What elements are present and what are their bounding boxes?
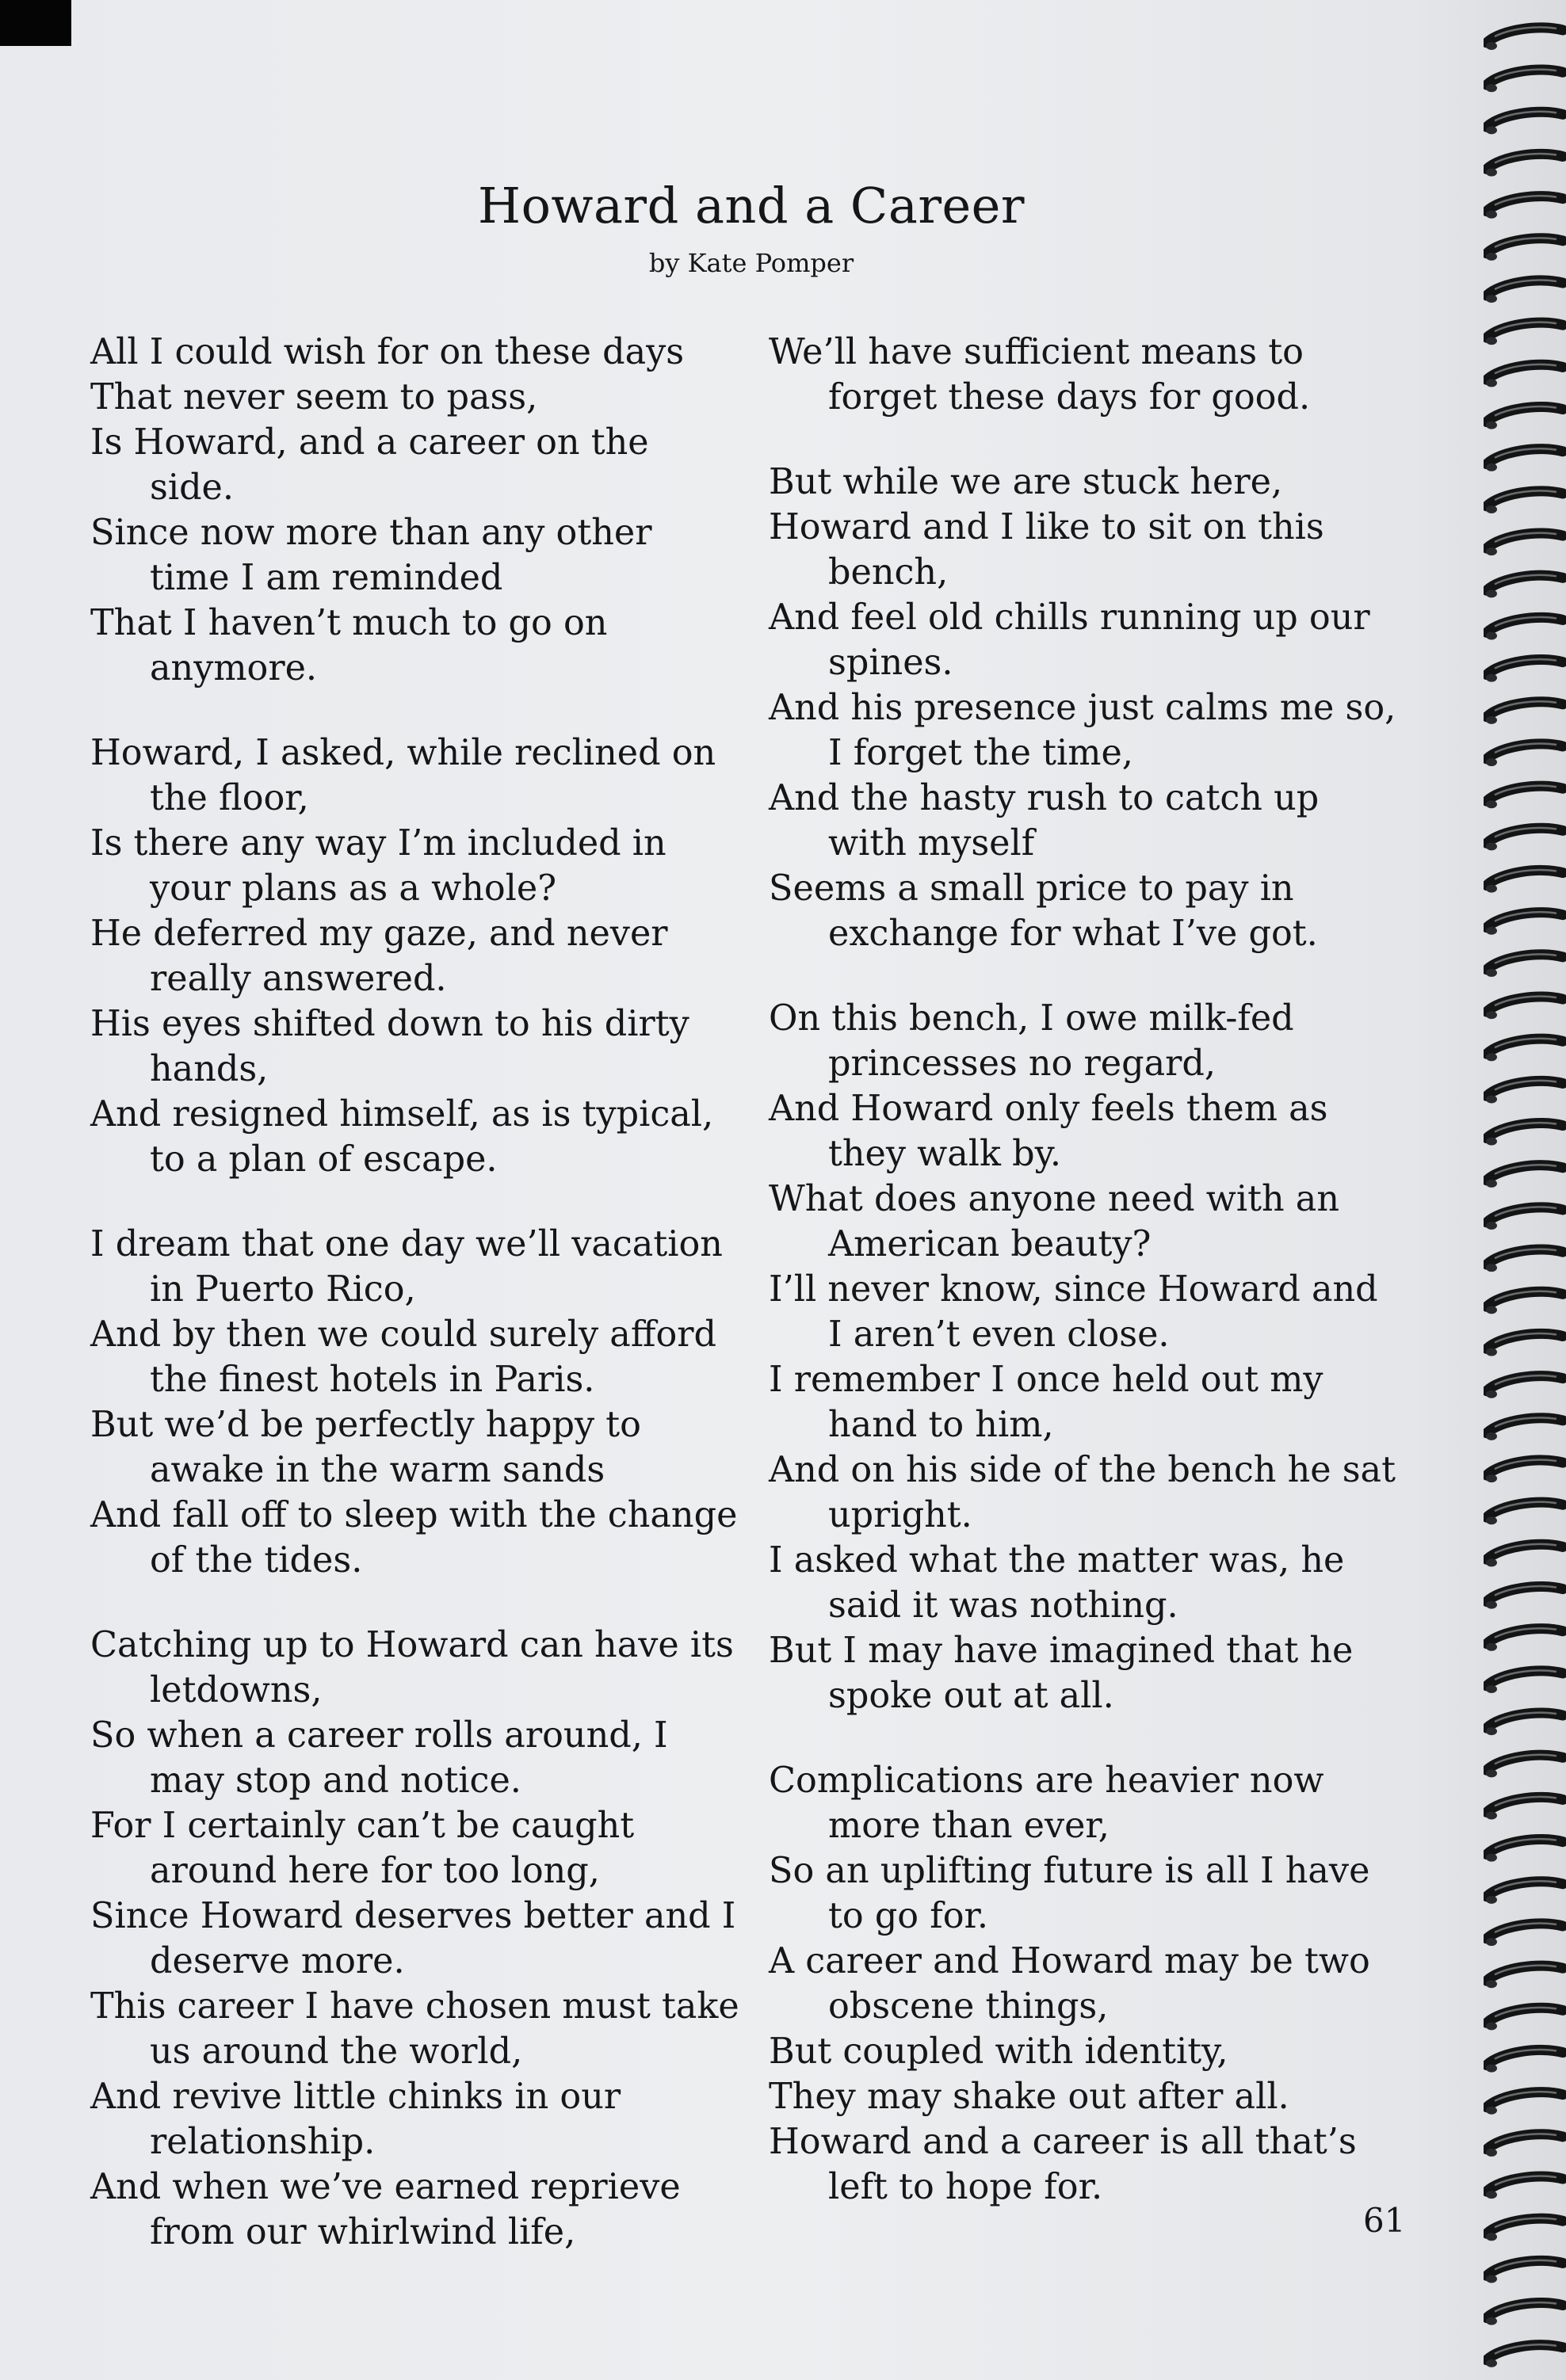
spiral-coil: [1486, 912, 1563, 935]
spiral-coil: [1486, 70, 1563, 93]
poem-right-column: [769, 330, 1407, 2210]
spiral-coil: [1486, 27, 1563, 50]
poem-line: And by then we could surely afford the finest hotels in Paris.: [90, 1314, 728, 1400]
spiral-coil: [1486, 786, 1563, 809]
poem-line: We’ll have sufficient means to forget these days for good.: [769, 332, 1316, 418]
poem-line: Is Howard, and a career on the side.: [90, 422, 660, 508]
spiral-coil: [1486, 1123, 1563, 1146]
poem-line: Complications are heavier now more than ever,: [769, 1760, 1335, 1846]
spiral-coil: [1486, 280, 1563, 303]
poem-line: That I haven’t much to go on anymore.: [90, 603, 619, 688]
spiral-coil: [1486, 490, 1563, 513]
stanza-break: [769, 420, 1403, 460]
spiral-coil: [1486, 2050, 1563, 2073]
spiral-coil: [1486, 2302, 1563, 2325]
poem-line: And feel old chills running up our spines.: [769, 597, 1381, 683]
poem-line: Since now more than any other time I am reminded: [90, 513, 663, 598]
poem-line: And on his side of the bench he sat upright.: [769, 1450, 1407, 1535]
spiral-coil: [1486, 2218, 1563, 2241]
poem-line: And the hasty rush to catch up with myself: [769, 778, 1331, 864]
spiral-coil: [1486, 2092, 1563, 2115]
spiral-coil: [1486, 1333, 1563, 1356]
poem-line: But while we are stuck here,: [769, 462, 1283, 502]
poem-line: What does anyone need with an American beauty?: [769, 1179, 1351, 1264]
poem-line: Seems a small price to pay in exchange for what I’ve got.: [769, 868, 1318, 954]
spiral-coil: [1486, 1670, 1563, 1693]
spiral-coil: [1486, 1881, 1563, 1904]
poem-line: His eyes shifted down to his dirty hands,: [90, 1004, 701, 1089]
poem-line: But we’d be perfectly happy to awake in the warm sands: [90, 1405, 653, 1490]
spiral-coil: [1486, 828, 1563, 851]
page-number: 61: [1363, 2201, 1406, 2240]
spiral-coil: [1486, 1628, 1563, 1651]
poem-byline: by Kate Pomper: [648, 248, 854, 278]
poem-line: And Howard only feels them as they walk by.: [769, 1089, 1339, 1174]
spiral-binding-icon: [1484, 21, 1566, 2380]
poem-line: I remember I once held out my hand to him,: [769, 1360, 1335, 1445]
spiral-coil: [1486, 701, 1563, 724]
stanza-break: [90, 691, 740, 730]
poem-line: But coupled with identity,: [769, 2031, 1228, 2072]
spiral-coil: [1486, 1207, 1563, 1230]
poem-line: And his presence just calms me so, I forget the time,: [769, 688, 1407, 773]
poem-line: On this bench, I owe milk-fed princesses no regard,: [769, 998, 1305, 1084]
spiral-coil: [1486, 870, 1563, 893]
poem-line: Is there any way I’m included in your plans as a whole?: [90, 823, 678, 909]
spiral-coil: [1486, 575, 1563, 598]
spiral-coil: [1486, 406, 1563, 429]
poem-line: That never seem to pass,: [90, 377, 538, 418]
spiral-coil: [1486, 2176, 1563, 2199]
poem-line: Howard, I asked, while reclined on the floor,: [90, 733, 728, 818]
poem-line: And fall off to sleep with the change of the tides.: [90, 1495, 749, 1581]
spiral-coil: [1486, 1966, 1563, 1989]
spiral-coil: [1486, 1249, 1563, 1272]
spiral-coil: [1486, 1460, 1563, 1483]
spiral-coil: [1486, 1586, 1563, 1609]
spiral-coil: [1486, 1544, 1563, 1567]
poem-line: He deferred my gaze, and never really answered.: [90, 913, 679, 999]
spiral-coil: [1486, 1502, 1563, 1525]
poem-line: And resigned himself, as is typical, to a plan of escape.: [90, 1094, 725, 1180]
spiral-coil: [1486, 1797, 1563, 1820]
poem-line: This career I have chosen must take us around the world,: [90, 1986, 751, 2072]
spiral-coil: [1486, 2260, 1563, 2283]
poem-line: Howard and I like to sit on this bench,: [769, 507, 1335, 593]
poem-title: Howard and a Career: [478, 177, 1025, 235]
poem-line: Since Howard deserves better and I deserve more.: [90, 1896, 747, 1981]
spiral-coil: [1486, 196, 1563, 219]
spiral-coil: [1486, 2134, 1563, 2157]
spiral-coil: [1486, 997, 1563, 1020]
poem-line: I’ll never know, since Howard and I aren’t even close.: [769, 1269, 1389, 1355]
spiral-coil: [1486, 238, 1563, 261]
spiral-coil: [1486, 1839, 1563, 1862]
stanza-break: [90, 1583, 740, 1623]
spiral-coil: [1486, 1713, 1563, 1736]
spiral-coil: [1486, 1755, 1563, 1778]
stanza-break: [90, 1182, 740, 1222]
poem-line: I asked what the matter was, he said it was nothing.: [769, 1540, 1356, 1626]
poem-line: For I certainly can’t be caught around here for too long,: [90, 1806, 646, 1891]
stanza-break: [769, 956, 1403, 996]
spiral-coil: [1486, 533, 1563, 556]
spiral-coil: [1486, 364, 1563, 387]
spiral-coil: [1486, 1039, 1563, 1062]
poem-line: But I may have imagined that he spoke out at all.: [769, 1631, 1365, 1716]
spiral-coil: [1486, 322, 1563, 345]
poem-line: All I could wish for on these days: [90, 332, 685, 372]
poem-line: So when a career rolls around, I may stop and notice.: [90, 1715, 679, 1801]
spiral-coil: [1486, 954, 1563, 977]
spiral-coil: [1486, 154, 1563, 177]
spiral-coil: [1486, 112, 1563, 135]
poem-line: And when we’ve earned reprieve from our whirlwind life,: [90, 2167, 692, 2252]
poem-line: Catching up to Howard can have its letdowns,: [90, 1625, 745, 1711]
spiral-coil: [1486, 1165, 1563, 1188]
spiral-coil: [1486, 2344, 1563, 2367]
stanza-break: [769, 1718, 1403, 1758]
poem-line: Howard and a career is all that’s left to hope for.: [769, 2122, 1368, 2207]
poem-line: I dream that one day we’ll vacation in Puerto Rico,: [90, 1224, 735, 1310]
spiral-coil: [1486, 617, 1563, 640]
spiral-coil: [1486, 744, 1563, 767]
spiral-coil: [1486, 1924, 1563, 1947]
poem-line: So an uplifting future is all I have to go for.: [769, 1851, 1381, 1936]
spiral-coil: [1486, 1417, 1563, 1440]
poem-left-column: [90, 330, 751, 2255]
spiral-coil: [1486, 2008, 1563, 2031]
poem-line: They may shake out after all.: [769, 2077, 1289, 2117]
spiral-coil: [1486, 1375, 1563, 1398]
spiral-coil: [1486, 659, 1563, 682]
spiral-coil: [1486, 448, 1563, 471]
poem-line: A career and Howard may be two obscene things,: [769, 1941, 1381, 2027]
scan-corner-mark: [0, 0, 71, 46]
spiral-coil: [1486, 1081, 1563, 1104]
poem-line: And revive little chinks in our relationship.: [90, 2077, 632, 2162]
spiral-coil: [1486, 1291, 1563, 1314]
